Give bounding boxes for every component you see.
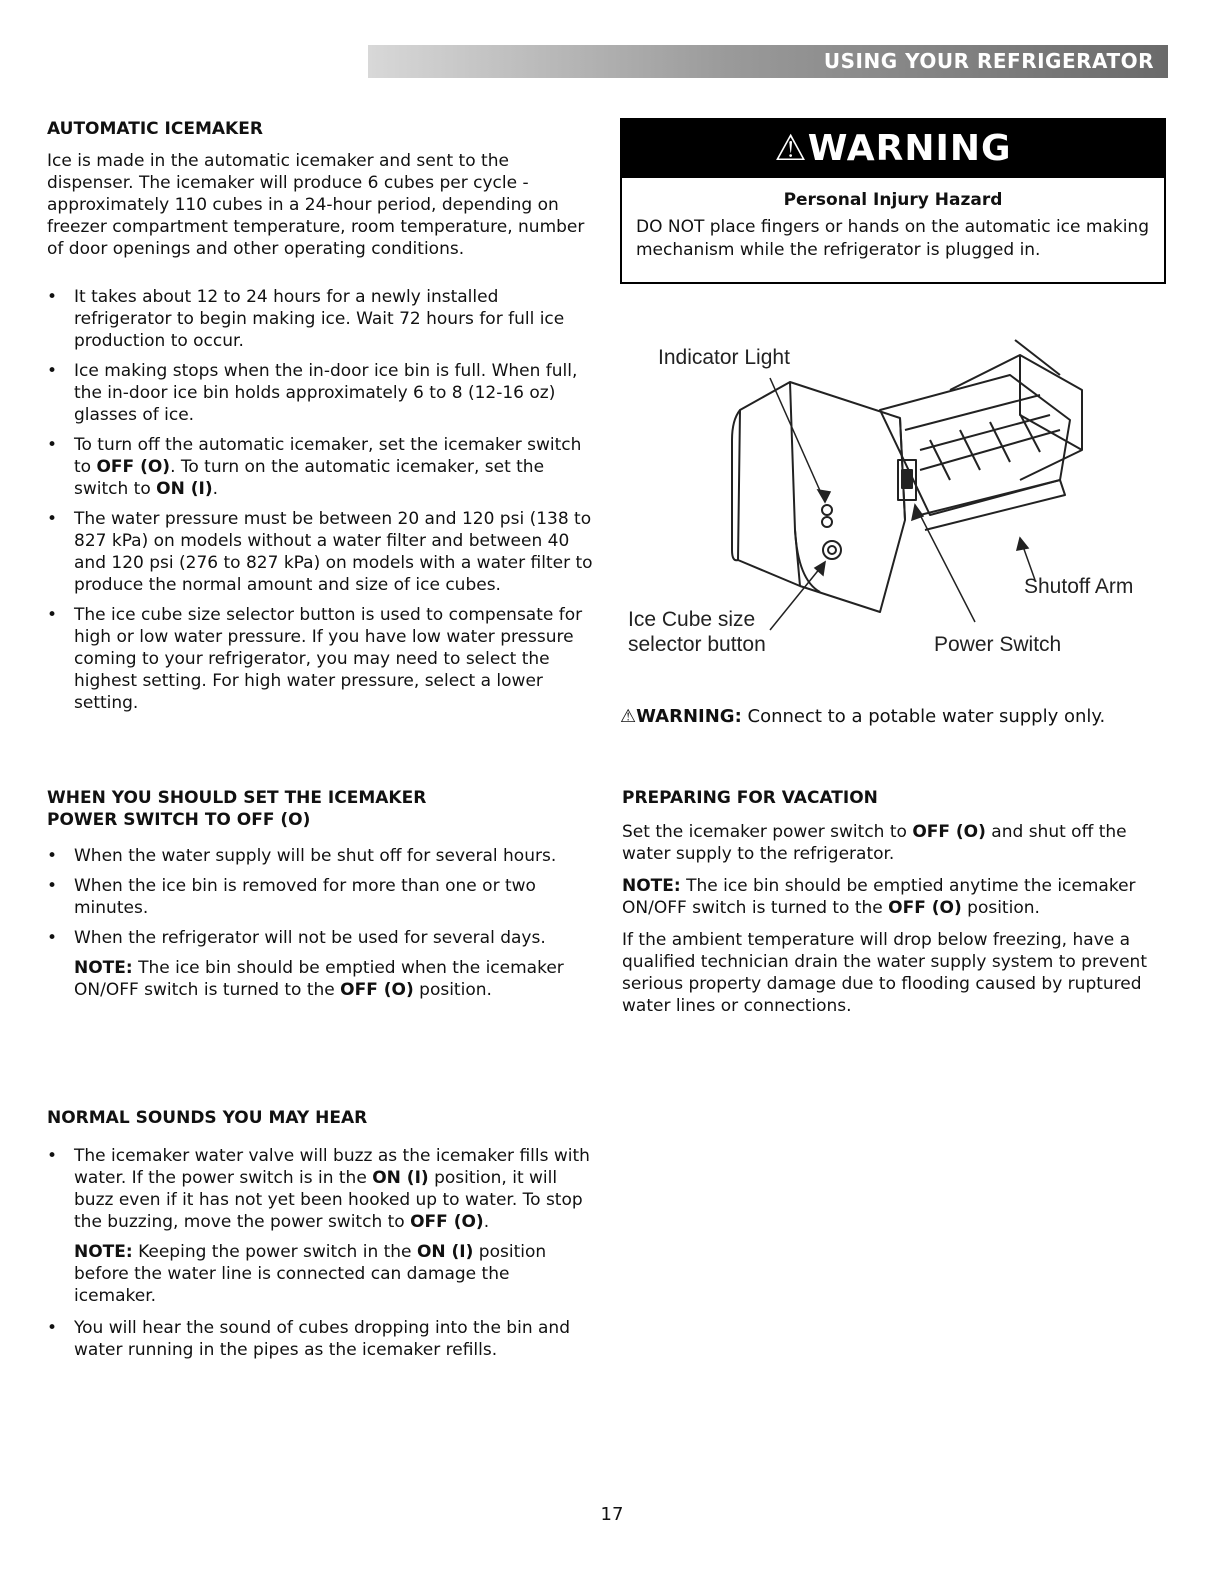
warning-triangle-icon: ⚠ bbox=[620, 706, 637, 727]
preparing-for-vacation-section bbox=[622, 787, 1167, 1027]
automatic-icemaker-section bbox=[47, 118, 595, 722]
power-switch-off-heading: WHEN YOU SHOULD SET THE ICEMAKER POWER SWITCH TO OFF (O) bbox=[47, 788, 427, 830]
normal-sounds-note: NOTE: Keeping the power switch in the ON (I) position before the water line is connected can damage the icemaker. bbox=[74, 1242, 547, 1306]
normal-sounds-heading: NORMAL SOUNDS YOU MAY HEAR bbox=[47, 1108, 368, 1128]
warning-triangle-icon: ⚠ bbox=[774, 128, 808, 169]
list-item: • Ice making stops when the in-door ice bin is full. When full, the in-door ice bin holds approximately 6 to 8 (12-16 oz) glasses of ice. bbox=[47, 361, 578, 425]
normal-sounds-section bbox=[47, 1107, 595, 1369]
vacation-paragraph: Set the icemaker power switch to OFF (O) and shut off the water supply to the refrigerator. bbox=[622, 822, 1127, 864]
vacation-note: NOTE: The ice bin should be emptied anytime the icemaker ON/OFF switch is turned to the OFF (O) position. bbox=[622, 876, 1136, 918]
list-item: • You will hear the sound of cubes dropping into the bin and water running in the pipes as the icemaker refills. bbox=[47, 1318, 570, 1360]
section-header-bar bbox=[368, 45, 1168, 78]
ice-cube-size-label: Ice Cube size bbox=[628, 608, 756, 631]
icemaker-intro: Ice is made in the automatic icemaker and sent to the dispenser. The icemaker will produce 6 cubes per cycle - approximately 110 cubes in a 24-hour period, depending on freezer compartment temperature, room temperature, number of door openings and other operating conditions. bbox=[47, 151, 585, 259]
list-item: • When the ice bin is removed for more than one or two minutes. bbox=[47, 876, 536, 918]
normal-sounds-list bbox=[47, 1145, 595, 1233]
normal-sounds-list-2 bbox=[47, 1317, 595, 1361]
list-item: • To turn off the automatic icemaker, set the icemaker switch to OFF (O). To turn on the automatic icemaker, set the switch to ON (I). bbox=[47, 435, 582, 499]
power-switch-label: Power Switch bbox=[934, 633, 1062, 656]
indicator-light-label: Indicator Light bbox=[658, 346, 790, 369]
list-item: • The ice cube size selector button is used to compensate for high or low water pressure. If you have low water pressure coming to your refrigerator, you may need to select the highest setting. For high water pressure, select a lower setting. bbox=[47, 605, 583, 713]
list-item: • The water pressure must be between 20 and 120 psi (138 to 827 kPa) on models without a water filter and between 40 and 120 psi (276 to 827 kPa) on models with a water filter to produce the normal amount and size of ice cubes. bbox=[47, 509, 593, 595]
list-item: • The icemaker water valve will buzz as the icemaker fills with water. If the power switch is in the ON (I) position, it will buzz even if it has not yet been hooked up to water. To stop the buzzing, move the power switch to OFF (O). bbox=[47, 1146, 590, 1232]
warning-body: DO NOT place fingers or hands on the automatic ice making mechanism while the refrigerator is plugged in. bbox=[636, 217, 1149, 260]
icemaker-bullet-list bbox=[47, 286, 595, 714]
icemaker-diagram bbox=[620, 330, 1166, 670]
vacation-freezing-paragraph: If the ambient temperature will drop below freezing, have a qualified technician drain the water supply system to prevent serious property damage due to flooding caused by ruptured water lines or connections. bbox=[622, 930, 1147, 1016]
list-item: • When the refrigerator will not be used for several days. bbox=[47, 928, 546, 948]
shutoff-arm-label: Shutoff Arm bbox=[1024, 575, 1134, 598]
warning-title-bar: ⚠WARNING bbox=[622, 120, 1164, 178]
power-switch-off-list bbox=[47, 845, 595, 949]
section-header-title: USING YOUR REFRIGERATOR bbox=[823, 49, 1154, 73]
list-item: • It takes about 12 to 24 hours for a newly installed refrigerator to begin making ice. Wait 72 hours for full ice production to occur. bbox=[47, 287, 565, 351]
selector-button-label: selector button bbox=[628, 633, 766, 656]
personal-injury-warning-box bbox=[620, 118, 1166, 284]
warning-subtitle: Personal Injury Hazard bbox=[783, 190, 1003, 210]
potable-water-warning: ⚠WARNING: Connect to a potable water supply only. bbox=[620, 706, 1106, 727]
automatic-icemaker-heading: AUTOMATIC ICEMAKER bbox=[47, 119, 263, 139]
list-item: • When the water supply will be shut off for several hours. bbox=[47, 846, 557, 866]
page-number: 17 bbox=[600, 1504, 624, 1525]
power-switch-off-note: NOTE: The ice bin should be emptied when the icemaker ON/OFF switch is turned to the OFF (O) position. bbox=[74, 958, 564, 1000]
power-switch-off-section bbox=[47, 787, 595, 1011]
preparing-for-vacation-heading: PREPARING FOR VACATION bbox=[622, 788, 878, 808]
